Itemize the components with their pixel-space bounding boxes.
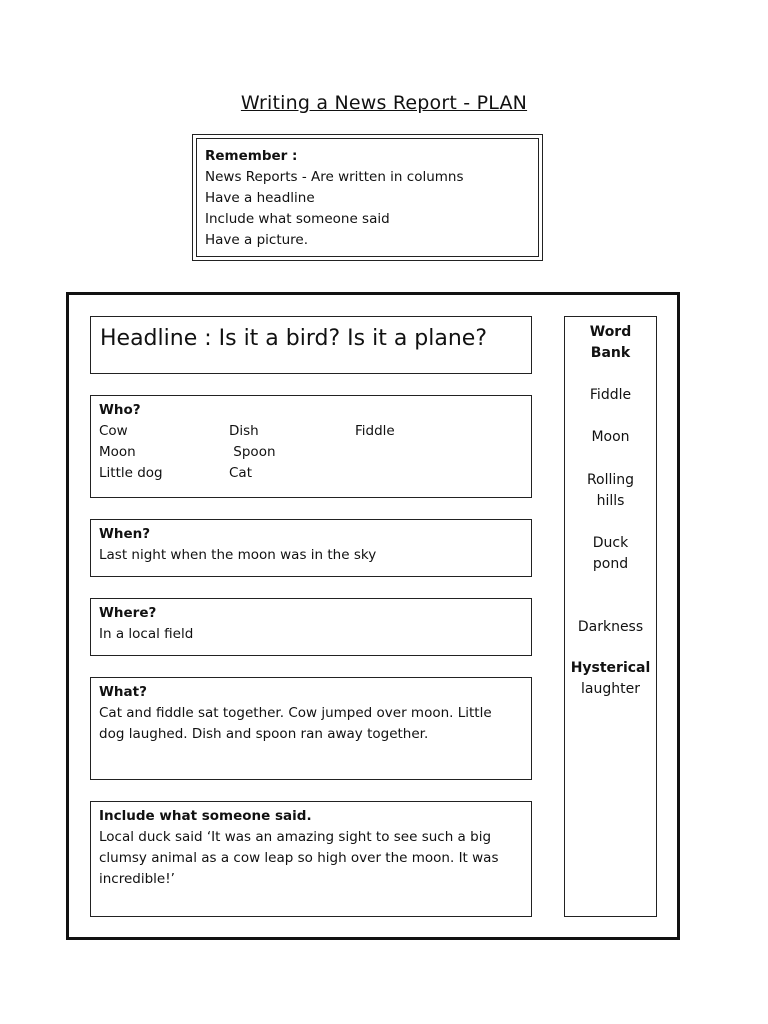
who-row bbox=[99, 421, 523, 442]
what-line: dog laughed. Dish and spoon ran away together. bbox=[99, 726, 429, 742]
word-bank-item: laughter bbox=[581, 681, 640, 697]
where-label: Where? bbox=[99, 605, 157, 621]
word-bank bbox=[564, 316, 657, 917]
what-line: Cat and fiddle sat together. Cow jumped over moon. Little bbox=[99, 705, 492, 721]
where-box bbox=[90, 598, 532, 656]
who-label: Who? bbox=[99, 402, 141, 418]
who-cell: Cow bbox=[99, 423, 128, 439]
who-cell: Little dog bbox=[99, 465, 163, 481]
word-bank-item-line: hills bbox=[596, 493, 625, 509]
who-box bbox=[90, 395, 532, 498]
said-line: clumsy animal as a cow leap so high over the moon. It was bbox=[99, 850, 499, 866]
what-label: What? bbox=[99, 684, 147, 700]
when-label: When? bbox=[99, 526, 151, 542]
remember-inner bbox=[196, 138, 539, 257]
when-box bbox=[90, 519, 532, 577]
headline-box: Headline : Is it a bird? Is it a plane? bbox=[90, 316, 532, 374]
remember-line: Include what someone said bbox=[205, 211, 390, 227]
word-bank-heading-line: Bank bbox=[590, 345, 631, 361]
remember-line: News Reports - Are written in columns bbox=[205, 169, 464, 185]
who-row bbox=[99, 442, 523, 463]
remember-line: Have a picture. bbox=[205, 232, 309, 248]
said-line: Local duck said ‘It was an amazing sight to see such a big bbox=[99, 829, 492, 845]
word-bank-item bbox=[565, 533, 656, 575]
word-bank-item bbox=[565, 470, 656, 512]
when-text: Last night when the moon was in the sky bbox=[99, 547, 377, 563]
who-cell: Moon bbox=[99, 444, 136, 460]
what-box bbox=[90, 677, 532, 780]
remember-box bbox=[192, 134, 543, 261]
who-cell: Cat bbox=[229, 465, 252, 481]
who-cell: Spoon bbox=[229, 444, 276, 460]
word-bank-heading-line: Word bbox=[589, 324, 632, 340]
said-label: Include what someone said. bbox=[99, 808, 312, 824]
page-title: Writing a News Report - PLAN bbox=[240, 92, 528, 114]
word-bank-item-line: Rolling bbox=[586, 472, 635, 488]
remember-heading: Remember : bbox=[205, 148, 298, 164]
word-bank-heading bbox=[565, 322, 656, 364]
who-row bbox=[99, 463, 523, 484]
word-bank-item: Moon bbox=[591, 429, 630, 445]
said-line: incredible!’ bbox=[99, 871, 175, 887]
word-bank-item-line: pond bbox=[592, 556, 629, 572]
where-text: In a local field bbox=[99, 626, 194, 642]
who-cell: Fiddle bbox=[355, 423, 395, 439]
said-box bbox=[90, 801, 532, 917]
remember-line: Have a headline bbox=[205, 190, 315, 206]
word-bank-item-line: Duck bbox=[592, 535, 629, 551]
word-bank-item: Fiddle bbox=[589, 387, 632, 403]
word-bank-item: Darkness bbox=[577, 619, 644, 635]
who-cell: Dish bbox=[229, 423, 259, 439]
word-bank-item: Hysterical bbox=[570, 660, 651, 676]
